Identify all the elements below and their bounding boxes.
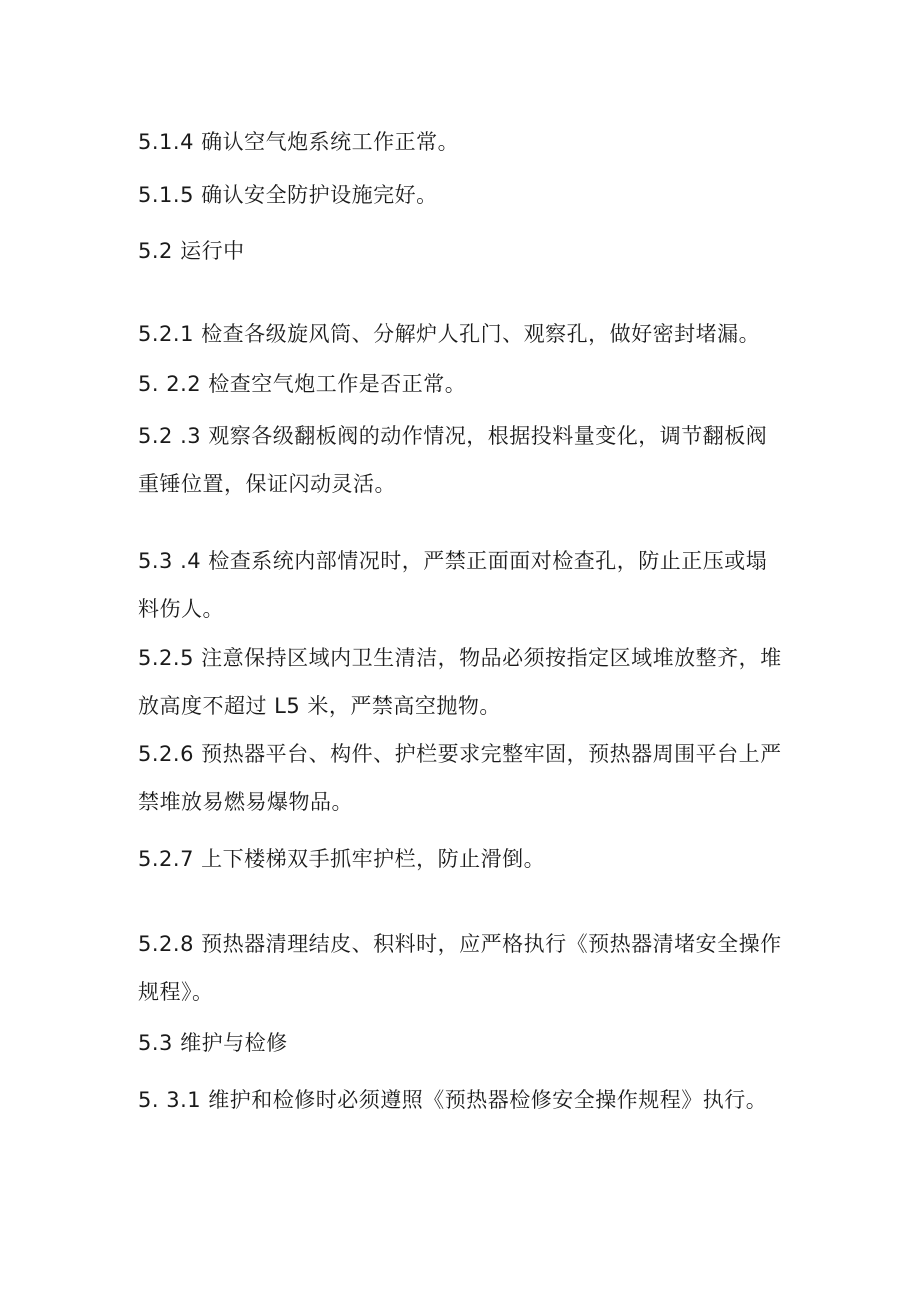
text-line-5-1-4: 5.1.4 确认空气炮系统工作正常。 [138,130,460,154]
text-line-5-2-3-cont: 重锤位置，保证闪动灵活。 [138,472,396,496]
text-line-5-3-1: 5. 3.1 维护和检修时必须遵照《预热器检修安全操作规程》执行。 [138,1088,768,1112]
section-heading-5-2: 5.2 运行中 [138,239,245,263]
text-line-5-2-8: 5.2.8 预热器清理结皮、积料时，应严格执行《预热器清堵安全操作 [138,932,782,956]
section-heading-5-3: 5.3 维护与检修 [138,1031,288,1055]
text-line-5-2-6-cont: 禁堆放易燃易爆物品。 [138,790,353,814]
text-line-5-2-6: 5.2.6 预热器平台、构件、护栏要求完整牢固，预热器周围平台上严 [138,742,782,766]
text-line-5-2-3: 5.2 .3 观察各级翻板阀的动作情况，根据投料量变化，调节翻板阀 [138,424,768,448]
text-line-5-2-2: 5. 2.2 检查空气炮工作是否正常。 [138,372,467,396]
text-line-5-3-4: 5.3 .4 检查系统内部情况时，严禁正面面对检查孔，防止正压或塌 [138,549,768,573]
text-line-5-3-4-cont: 料伤人。 [138,597,224,621]
text-line-5-2-5: 5.2.5 注意保持区域内卫生清洁，物品必须按指定区域堆放整齐，堆 [138,646,782,670]
text-line-5-2-8-cont: 规程》。 [138,980,214,1004]
text-line-5-1-5: 5.1.5 确认安全防护设施完好。 [138,183,438,207]
text-line-5-2-7: 5.2.7 上下楼梯双手抓牢护栏，防止滑倒。 [138,847,546,871]
text-line-5-2-1: 5.2.1 检查各级旋风筒、分解炉人孔门、观察孔，做好密封堵漏。 [138,322,761,346]
text-line-5-2-5-cont: 放高度不超过 L5 米，严禁高空抛物。 [138,694,501,718]
